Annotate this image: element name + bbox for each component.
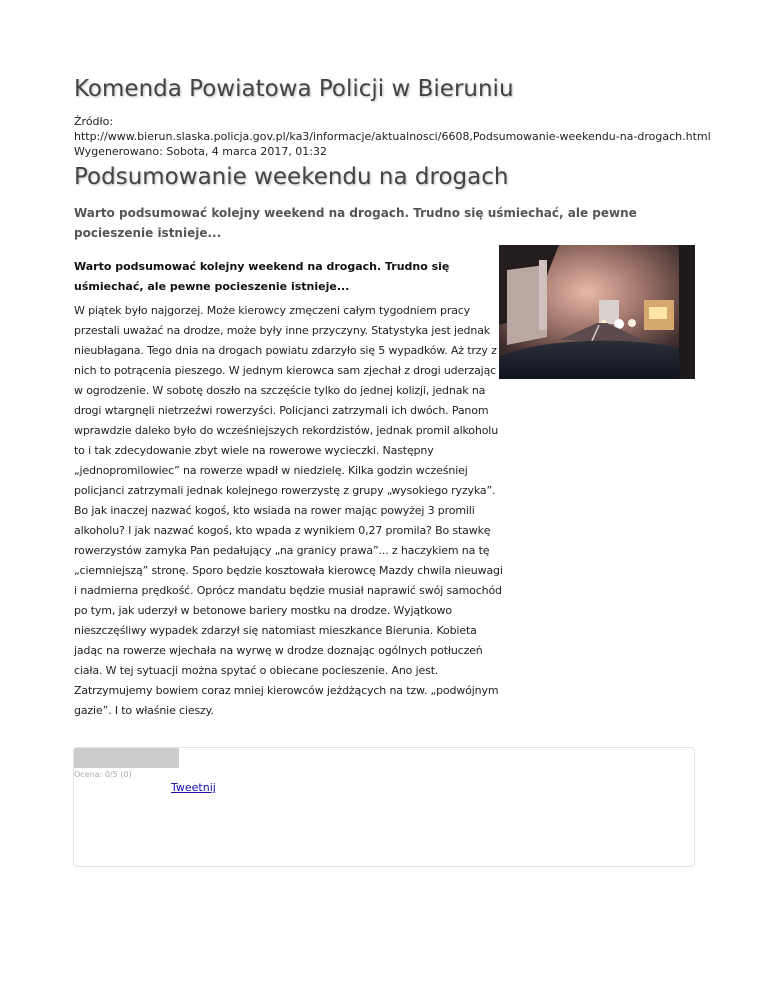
generated-date: Wygenerowano: Sobota, 4 marca 2017, 01:32 (74, 145, 328, 158)
rating-stars[interactable] (74, 748, 179, 768)
article-lead-repeat: Warto podsumować kolejny weekend na drogach. Trudno się uśmiechać, ale pewne pocieszenie istnieje... (74, 260, 450, 293)
source-info (74, 114, 711, 159)
article-photo (499, 245, 695, 379)
source-label: Źródło: (74, 115, 114, 128)
article-body: W piątek było najgorzej. Może kierowcy zmęczeni całym tygodniem pracy przestali uważać na drodze, może były inne przyczyny. Statystyka jest jednak nieubłagana. Tego dnia na drogach powiatu zdarzyło się 5 wypadków. Aż trzy z nich to potrącenia pieszego. W jednym kierowca sam zjechał z drogi uderzając w ogrodzenie. W sobotę doszło na szczęście tylko do jednej kolizji, jednak na drogi wtargnęli nietrzeźwi rowerzyści. Policjanci zatrzymali ich dwóch. Panom wprawdzie daleko było do wcześniejszych rekordzistów, jednak promil alkoholu to i tak zdecydowanie zbyt wiele na rowerowe wycieczki. Następny „jednopromilowiec” na rowerze wpadł w niedzielę. Kilka godzin wcześniej policjanci zatrzymali jednak kolejnego rowerzystę z grupy „wysokiego ryzyka”. Bo jak inaczej nazwać kogoś, kto wsiada na rower mając powyżej 3 promili alkoholu? I jak nazwać kogoś, kto wpada z wynikiem 0,27 promila? Bo stawkę rowerzystów zamyka Pan pedałujący „na granicy prawa”... z haczykiem na tę „ciemniejszą” stronę. Sporo będzie kosztowała kierowcę Mazdy chwila nieuwagi i nadmierna prędkość. Oprócz mandatu będzie musiał naprawić swój samochód po tym, jak uderzył w betonowe bariery mostku na drodze. Wyjątkowo nieszczęśliwy wypadek zdarzył się natomiast mieszkance Bierunia. Kobieta jadąc na rowerze wjechała na wyrwę w drodze doznając ogólnych potłuczeń ciała. W tej sytuacji można spytać o obiecane pocieszenie. Ano jest. Zatrzymujemy bowiem coraz mniej kierowców jeżdżących na tzw. „podwójnym gazie”. I to właśnie cieszy. (74, 304, 503, 717)
tweet-link[interactable]: Tweetnij (171, 781, 216, 794)
source-url: http://www.bierun.slaska.policja.gov.pl/ka3/informacje/aktualnosci/6608,Podsumowanie-weekendu-na-drogach.html (74, 130, 711, 143)
rating-text: Ocena: 0/5 (0) (74, 770, 132, 779)
site-title: Komenda Powiatowa Policji w Bieruniu (74, 76, 514, 102)
article-lead: Warto podsumować kolejny weekend na drogach. Trudno się uśmiechać, ale pewne pocieszenie istnieje... (74, 206, 637, 240)
article-title: Podsumowanie weekendu na drogach (74, 164, 509, 190)
